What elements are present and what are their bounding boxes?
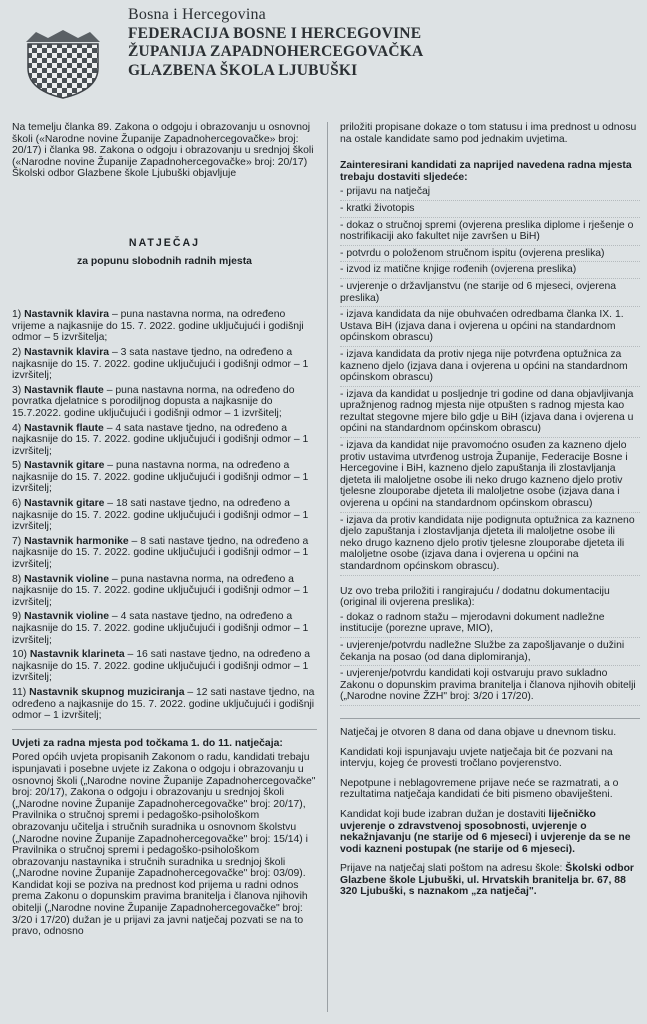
position-title: Nastavnik harmonike bbox=[24, 535, 129, 547]
position-text: – 12 sati nastave tjedno, na određeno a najkasnije do 15. 7. 2022. godine uključujući i godišnji odmor – 1 izvršitelj; bbox=[12, 686, 315, 722]
right-column bbox=[340, 122, 640, 906]
position-number: 7) bbox=[12, 535, 22, 547]
required-doc-item: - izjava da kandidat u posljednje tri godine od dana objavljivanja upražnjenog radnog mjesta nije otpušten s radnog mjesta kao rezultat stegovne mjere bilo gdje u BiH (izjava dana i ovjerena u općini na standardnom općinskom obrascu) bbox=[340, 389, 640, 438]
position-text: – puna nastavna norma, na određeno a najkasnije do 15. 7. 2022. godine uključujući i godišnji odmor – 1 izvršitelj; bbox=[12, 460, 309, 495]
position-item bbox=[12, 687, 317, 722]
position-number: 4) bbox=[12, 422, 22, 434]
continuation-text: priložiti propisane dokaze o tom statusu i ima prednost u odnosu na ostale kandidate samo pod jednakim uvjetima. bbox=[340, 122, 637, 145]
position-text: – puna nastavna norma, na određeno do povratka djelatnice s porodiljnog dopusta a najkasnije do 15.7.2022. godine uključujući i godišnji odmor – 1 izvršitelj; bbox=[12, 384, 295, 419]
position-text: – 4 sata nastave tjedno, na određeno a najkasnije do 15. 7. 2022. godine uključujući i godišnji odmor – 1 izvršitelj; bbox=[12, 611, 309, 646]
position-item bbox=[12, 423, 317, 458]
position-item bbox=[12, 611, 317, 646]
position-number: 8) bbox=[12, 573, 22, 585]
header-line-school: GLAZBENA ŠKOLA LJUBUŠKI bbox=[128, 61, 358, 79]
position-number: 1) bbox=[12, 309, 22, 321]
interview-text: Kandidati koji ispunjavaju uvjete natječaja bit će pozvani na intervju, kojeg će provesti tročlano povjerenstvo. bbox=[340, 746, 613, 770]
position-item bbox=[12, 649, 317, 684]
position-text: – 16 sati nastave tjedno, na određeno a najkasnije do 15. 7. 2022. godine uključujući i godišnji odmor – 1 izvršitelj; bbox=[12, 649, 311, 684]
announcement-heading: NATJEČAJ bbox=[128, 236, 201, 249]
position-title: Nastavnik flaute bbox=[24, 422, 104, 434]
position-number: 6) bbox=[12, 498, 22, 510]
position-title: Nastavnik gitare bbox=[24, 460, 105, 472]
position-text: – puna nastavna norma, na određeno vrijeme a najkasnije do 15. 7. 2022. godine uključujući i godišnji odmor – 5 izvršitelja; bbox=[12, 309, 304, 344]
position-number: 3) bbox=[12, 384, 22, 396]
header-line-federation: FEDERACIJA BOSNE I HERCEGOVINE bbox=[128, 24, 422, 42]
additional-docs-title: Uz ovo treba priložiti i rangirajuću / dodatnu dokumentaciju (original ili ovjerena preslika): bbox=[340, 585, 610, 609]
section-divider bbox=[340, 718, 640, 719]
header-line-country: Bosna i Hercegovina bbox=[128, 6, 266, 23]
position-number: 10) bbox=[12, 649, 28, 661]
required-doc-item: - uvjerenje o državljanstvu (ne starije od 6 mjeseci, ovjerena preslika) bbox=[340, 281, 640, 307]
required-doc-item: - izjava kandidata da protiv njega nije potvrđena optužnica za kazneno djelo (izjava dana i ovjerena u općini na standardnom općinskom obrascu) bbox=[340, 349, 640, 387]
position-item bbox=[12, 347, 317, 382]
header-text bbox=[128, 6, 423, 80]
closing-section bbox=[340, 727, 640, 898]
position-title: Nastavnik klavira bbox=[24, 309, 110, 321]
header bbox=[22, 6, 642, 106]
position-title: Nastavnik klarineta bbox=[29, 649, 125, 661]
intro-paragraph: Na temelju članka 89. Zakona o odgoju i obrazovanju u osnovnoj školi («Narodne novine Županije Zapadnohercegovačke» broj: 20/17) i članka 98. Zakona o odgoju i obrazovanju u srednjoj školi («Narodne novine Županije Zapadnohercegovačke» broj: 20/17) Školski odbor Glazbene škole Ljubuški objavljuje bbox=[12, 122, 314, 180]
position-title: Nastavnik skupnog muziciranja bbox=[29, 686, 185, 698]
position-text: – 8 sati nastave tjedno, na određeno a najkasnije do 15. 7. 2022. godine uključujući i godišnji odmor – 1 izvršitelj; bbox=[12, 535, 309, 571]
position-title: Nastavnik violine bbox=[24, 573, 110, 585]
position-title: Nastavnik gitare bbox=[24, 498, 105, 510]
position-item bbox=[12, 536, 317, 571]
submission-address-text: Prijave na natječaj slati poštom na adresu škole: Školski odbor Glazbene škole Ljubuški, ul. Hrvatskih branitelja br. 67, 88 320 Ljubuški, s naznakom „za natječaj". bbox=[340, 863, 634, 898]
required-docs-title: Zainteresirani kandidati za naprijed navedena radna mjesta trebaju dostaviti sljedeće: bbox=[340, 160, 632, 183]
incomplete-applications-text: Nepotpune i neblagovremene prijave neće se razmatrati, a o rezultatima natječaja kandidati će biti pismeno obaviješteni. bbox=[340, 777, 619, 801]
additional-doc-item: - uvjerenje/potvrdu nadležne Službe za zapošljavanje o dužini čekanja na posao (od dana diplomiranja), bbox=[340, 640, 640, 666]
positions-list bbox=[12, 309, 317, 722]
position-item bbox=[12, 385, 317, 420]
column-divider bbox=[327, 122, 328, 1012]
selected-candidate-text: Kandidat koji bude izabran dužan je dostaviti liječničko uvjerenje o zdravstvenoj sposobnosti, uvjerenje o nekažnjavanju (ne starije od 6 mjeseci) i uvjerenje da se ne vodi kazneni postupak (ne starije od 6 mjeseci). bbox=[340, 808, 631, 855]
coat-of-arms-icon bbox=[22, 28, 104, 100]
required-docs-list bbox=[340, 186, 640, 575]
required-doc-item: - kratki životopis bbox=[340, 203, 640, 218]
required-doc-item: - izjava kandidata da nije obuhvaćen odredbama članka IX. 1. Ustava BiH (izjava dana i ovjerena u općini na standardnom općinskom obrascu) bbox=[340, 309, 640, 347]
position-title: Nastavnik violine bbox=[24, 611, 110, 623]
additional-docs-list bbox=[340, 612, 640, 706]
position-item bbox=[12, 498, 317, 533]
additional-doc-item: - dokaz o radnom stažu – mjerodavni dokument nadležne institucije (porezne uprave, MIO), bbox=[340, 612, 640, 638]
header-line-county: ŽUPANIJA ZAPADNOHERCEGOVAČKA bbox=[128, 43, 424, 60]
required-doc-item: - potvrdu o položenom stručnom ispitu (ovjerena preslika) bbox=[340, 248, 640, 263]
conditions-title: Uvjeti za radna mjesta pod točkama 1. do 11. natječaja: bbox=[12, 737, 283, 749]
open-period-text: Natječaj je otvoren 8 dana od dana objave u dnevnom tisku. bbox=[340, 726, 617, 738]
left-column bbox=[12, 122, 317, 938]
position-item bbox=[12, 309, 317, 344]
position-text: – 18 sati nastave tjedno, na određeno a najkasnije do 15. 7. 2022. godine uključujući i godišnji odmor – 1 izvršitelj; bbox=[12, 498, 309, 533]
required-doc-item: - prijavu na natječaj bbox=[340, 186, 640, 201]
required-doc-item: - izvod iz matične knjige rođenih (ovjerena preslika) bbox=[340, 264, 640, 279]
additional-doc-item: - uvjerenje/potvrdu kandidati koji ostvaruju pravo sukladno Zakonu o dopunskim pravima branitelja i članova njihovih obitelji („Narodne novine ŽZH" broj: 3/20 i 17/20). bbox=[340, 668, 640, 706]
position-title: Nastavnik flaute bbox=[24, 384, 104, 396]
position-number: 11) bbox=[12, 686, 27, 698]
conditions-text: Pored općih uvjeta propisanih Zakonom o radu, kandidati trebaju ispunjavati i posebne uvjete iz Zakona o odgoju i obrazovanju u osnovnoj školi („Narodne novine Županije Zapadnohercegovačke" broj: 20/17), Zakona o odgoju i obrazovanju u srednjoj školi („Narodne novine Županije Zapadnohercegovačke" broj: 20/17), Pravilnika o stručnoj spremi i pedagoško-psihološkom obrazovanju učitelja i stručnih suradnika u osnovnom školstvu („Narodne novine Županije Zapadnohercegovačke" broj: 15/14) i Pravilnika o stručnoj spremi i pedagoško-psihološkom obrazovanju nastavnika i stručnih suradnika u srednjoj školi („Narodne novine Županije Zapadnohercegovačke" broj: 03/09). Kandidat koji se poziva na prednost kod prijema u radni odnos prema Zakonu o dopunskim pravima branitelja i članova njihovih obitelji („Narodne novine Županije Zapadnohercegovačke" broj: 3/20 i 17/20) dužan je u prijavi za javni natječaj pozvati se na to pravo, odnosno bbox=[12, 752, 316, 938]
required-doc-item: - izjava da protiv kandidata nije podignuta optužnica za kazneno djelo zapuštanja i zlostavljanja djeteta ili maloljetne osobe ili neko drugo kazneno djelo protiv tjelesne zlouporabe djeteta ili maloljetne osobe (izjava dana i ovjerena u općini na standardnom općinskom obrascu). bbox=[340, 515, 640, 576]
required-doc-item: - dokaz o stručnoj spremi (ovjerena preslika diplome i rješenje o nostrifikaciji ako fakultet nije završen u BiH) bbox=[340, 220, 640, 246]
position-text: – 3 sata nastave tjedno, na određeno a najkasnije do 15. 7. 2022. godine uključujući i godišnji odmor – 1 izvršitelj; bbox=[12, 346, 309, 382]
position-text: – 4 sata nastave tjedno, na određeno a najkasnije do 15. 7. 2022. godine uključujući i godišnji odmor – 1 izvršitelj; bbox=[12, 422, 309, 457]
position-text: – puna nastavna norma, na određeno a najkasnije do 15. 7. 2022. godine uključujući i godišnji odmor – 1 izvršitelj; bbox=[12, 573, 309, 608]
announcement-subheading: za popunu slobodnih radnih mjesta bbox=[77, 255, 252, 267]
position-title: Nastavnik klavira bbox=[24, 346, 110, 358]
position-number: 2) bbox=[12, 346, 22, 358]
required-doc-item: - izjava da kandidat nije pravomoćno osuđen za kazneno djelo protiv ustavima utvrđenog ustroja Županije, Federacije Bosne i Hercegovine i BiH, kazneno djelo zapuštanja ili zlostavljanja djeteta ili maloljetne osobe ili neko drugo kazneno djelo protiv tjelesne zlouporabe djeteta ili maloljetne osobe (izjava dana i ovjerena u općini na standardnom općinskom obrascu) bbox=[340, 440, 640, 513]
section-divider bbox=[12, 729, 317, 730]
position-number: 9) bbox=[12, 611, 22, 623]
position-item bbox=[12, 574, 317, 609]
position-number: 5) bbox=[12, 460, 22, 472]
position-item bbox=[12, 460, 317, 495]
